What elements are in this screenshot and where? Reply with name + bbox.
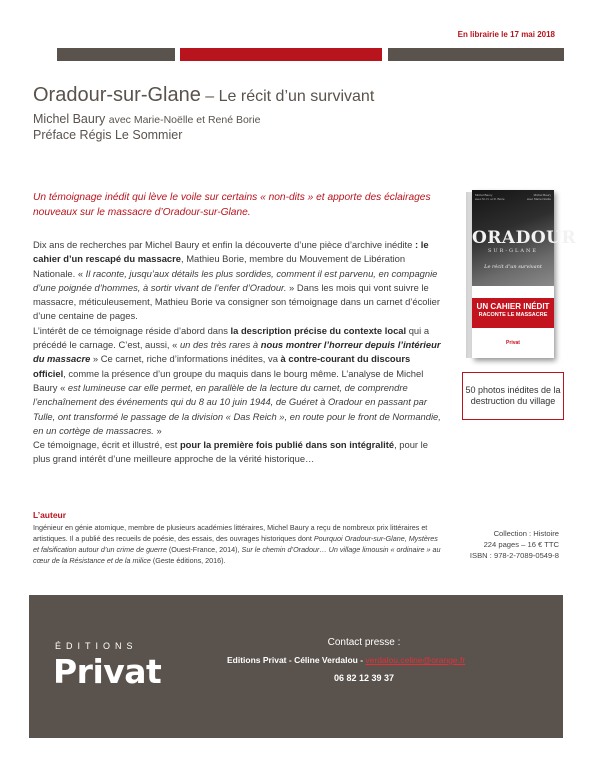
body-paragraph-1 (33, 238, 445, 324)
collection-name: Collection : Histoire (493, 529, 559, 538)
press-contact-line (227, 655, 465, 665)
body-text-run: L’intérêt de ce témoignage réside d’abord dans (33, 324, 231, 336)
body-text-run: » (153, 424, 162, 436)
cover-band-line-1: UN CAHIER INÉDIT (476, 302, 550, 311)
publisher-logo-editions: ÉDITIONS (55, 641, 138, 651)
cover-author-text: avec Marie-Noëlle (526, 197, 551, 201)
author-name: Michel Baury (33, 112, 106, 126)
press-contact-name: Editions Privat - Céline Verdalou - (227, 655, 366, 665)
footer-panel (29, 595, 563, 738)
cover-authors-right (527, 193, 551, 201)
page-count-price: 224 pages – 16 € TTC (483, 540, 559, 549)
body-text (33, 238, 445, 467)
preface-line: Préface Régis Le Sommier (33, 128, 183, 142)
body-italic-run: est lumineuse car elle permet, en parallèle de la lecture du carnet, de comprendre l’enchaînement des événements qui du 8 au 10 juin 1944, de Guéret à Oradour en passant par Tulle, ont transformé le passage de la division « Das Reich », en route pour le front de Normandie, en un cortège de massacres. (33, 381, 441, 436)
cover-subtitle: SUR-GLANE (487, 248, 539, 254)
book-subtitle: Le récit d’un survivant (218, 88, 375, 105)
book-title-main: Oradour-sur-Glane (33, 84, 201, 106)
author-bio-italic-run: Sur le chemin d’Oradour… Un village limousin « ordinaire » au cœur de la Résistance et de la milice (33, 545, 441, 565)
body-text-run: Ce témoignage, écrit et illustré, est (33, 439, 180, 451)
author-line (33, 112, 260, 126)
body-italic-run: un des très rares à (179, 339, 261, 351)
body-italic-run: Il raconte, jusqu’aux détails les plus sordides, comment il est parvenu, en compagnie d’une poignée d’hommes, à sortir vivant de l’enfer d’Oradour. (33, 267, 438, 293)
author-section-heading: L’auteur (33, 510, 67, 520)
header-bar-left (57, 48, 175, 61)
cover-publisher: Privat (506, 340, 520, 346)
press-contact-phone: 06 82 12 39 37 (333, 673, 395, 683)
body-text-run: , Mathieu Borie, membre du Mouvement de Libération Nationale. « (33, 253, 406, 279)
book-front (472, 190, 577, 358)
author-bio-run: (Geste éditions, 2016). (150, 556, 226, 565)
cover-band-line-2: RACONTE LE MASSACRE (478, 312, 548, 318)
photos-note-box (462, 372, 564, 420)
author-bio-italic-run: Pourquoi Oradour-sur-Glane, Mystères et falsification autour d’un crime de guerre (33, 534, 438, 554)
photos-note-text: 50 photos inédites de la destruction du village (465, 385, 561, 406)
body-bold-run: à contre-courant du discours officiel (33, 353, 411, 379)
book-title (33, 84, 374, 107)
body-text-run: , pour le plus grand intérêt d’une meilleure approche de la vérité historique… (33, 439, 428, 465)
coauthors: avec Marie-Noëlle et René Borie (108, 114, 261, 126)
book-cover-image (466, 190, 577, 360)
body-text-run: » Dans les mois qui vont suivre le massacre, méticuleusement, Mathieu Borie va consigner son témoignage dans un carnet d’écolier d’une centaine de pages. (33, 281, 440, 322)
isbn: ISBN : 978-2-7089-0549-8 (469, 551, 559, 560)
body-text-run: , comme la présence d’un groupe du maquis dans le bourg même. L’analyse de Michel Baury « (33, 367, 424, 393)
body-paragraph-3 (33, 438, 445, 467)
header-bar-right (388, 48, 564, 61)
body-bold-run: la description précise du contexte local (230, 324, 407, 336)
body-bold-italic-run: nous montrer l’horreur depuis l’intérieur du massacre (33, 339, 441, 365)
cover-author-text: Michel Baury (475, 193, 493, 197)
cover-authors-left (475, 193, 505, 201)
publisher-logo-privat: Privat (53, 652, 162, 691)
body-paragraph-2 (33, 324, 445, 438)
header-bar-center (180, 48, 382, 61)
author-bio (33, 522, 445, 566)
press-contact-title: Contact presse : (327, 637, 401, 648)
body-text-run: » Ce carnet, riche d’informations inédites, va (90, 353, 281, 365)
body-text-run: qui a précédé le carnage. C’est, aussi, « (33, 324, 430, 351)
body-bold-run: : le cahier d’un rescapé du massacre (33, 239, 429, 265)
author-bio-run: Ingénieur en génie atomique, membre de plusieurs académies littéraires, Michel Baury a reçu de nombreux prix littéraires et artistiques. Il a publié des recueils de poésie, des essais, des ouvrages historiques dont (33, 523, 428, 543)
cover-red-band (472, 298, 554, 328)
release-date: En librairie le 17 mai 2018 (457, 30, 555, 39)
cover-author-text: avec M.-N. et R. Borie (475, 197, 505, 201)
body-bold-run: pour la première fois publié dans son intégralité (179, 439, 395, 451)
press-contact-email-link[interactable]: verdalou.celine@orange.fr (365, 655, 466, 665)
author-bio-run: (Ouest-France, 2014), (166, 545, 242, 554)
cover-tagline: Le récit d’un survivant (484, 264, 542, 270)
cover-title: ORADOUR (472, 228, 577, 248)
lede-paragraph: Un témoignage inédit qui lève le voile sur certains « non-dits » et apporte des éclairages nouveaux sur le massacre d’Oradour-sur-Glane. (33, 192, 431, 218)
body-text-run: Dix ans de recherches par Michel Baury et enfin la découverte d’une pièce d’archive inédite (33, 239, 415, 250)
cover-author-text: Michel Baury (533, 193, 551, 197)
collection-info (439, 528, 559, 561)
book-title-separator: – (200, 88, 219, 105)
